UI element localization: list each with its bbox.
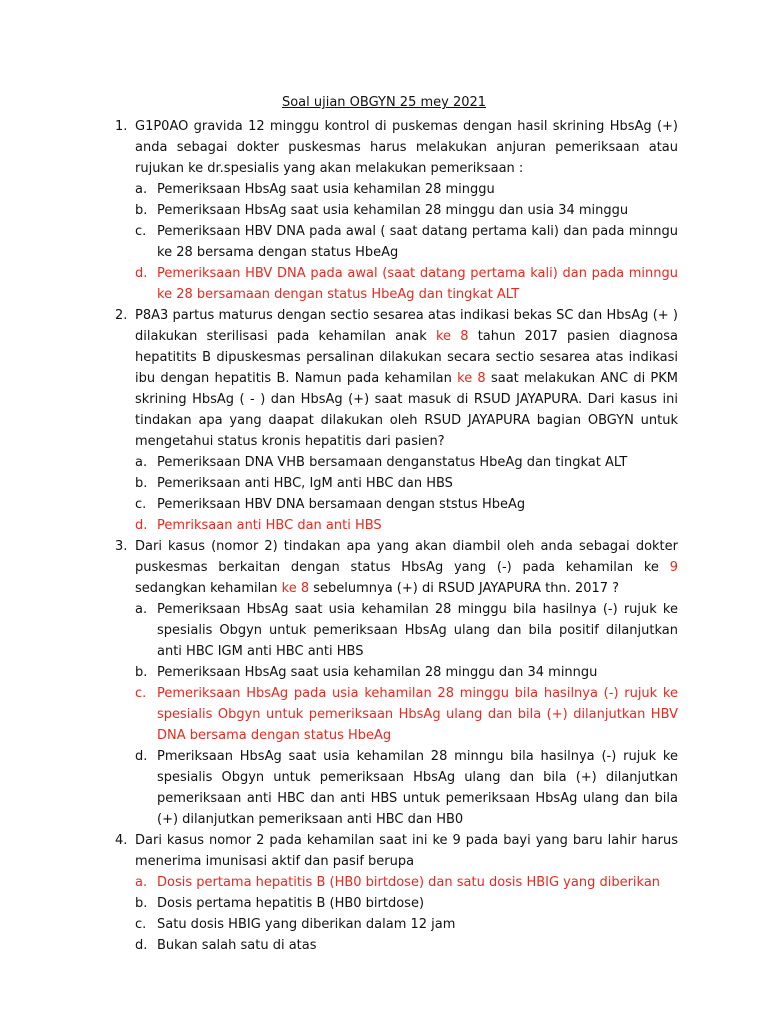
option-4a-answer: a. Dosis pertama hepatitis B (HB0 birtdose) dan satu dosis HBIG yang diberikan xyxy=(135,875,661,890)
page-title: Soal ujian OBGYN 25 mey 2021 xyxy=(281,95,487,110)
question-4 xyxy=(115,830,678,956)
question-1 xyxy=(115,116,678,305)
highlight-text: ke 8 xyxy=(457,371,486,386)
option-1c: c. Pemeriksaan HBV DNA pada awal ( saat datang pertama kali) dan pada minngu ke 28 bersama dengan status HbeAg xyxy=(135,224,678,260)
question-number: 2. xyxy=(115,308,128,323)
option-2c: c. Pemeriksaan HBV DNA bersamaan dengan ststus HbeAg xyxy=(135,497,526,512)
option-list xyxy=(135,179,678,305)
question-number: 3. xyxy=(115,539,128,554)
option-4c: c. Satu dosis HBIG yang diberikan dalam 12 jam xyxy=(135,917,456,932)
option-1b: b. Pemeriksaan HbsAg saat usia kehamilan 28 minggu dan usia 34 minggu xyxy=(135,203,629,218)
question-2 xyxy=(115,305,678,536)
question-list xyxy=(115,116,678,956)
option-4d: d. Bukan salah satu di atas xyxy=(135,938,317,953)
question-3 xyxy=(115,536,678,830)
option-1a: a. Pemeriksaan HbsAg saat usia kehamilan 28 minggu xyxy=(135,182,495,197)
question-text: P8A3 partus maturus dengan sectio sesarea atas indikasi bekas SC dan HbsAg (+ ) dilakukan sterilisasi pada kehamilan anak ke 8 tahun 2017 pasien diagnosa hepatitits B dipuskesmas persalinan dilakukan secara sectio sesarea atas indikasi ibu dengan hepatitis B. Namun pada kehamilan ke 8 saat melakukan ANC di PKM skrining HbsAg ( - ) dan HbsAg (+) saat masuk di RSUD JAYAPURA. Dari kasus ini tindakan apa yang daapat dilakukan oleh RSUD JAYAPURA bagian OBGYN untuk mengetahui status kronis hepatitis dari pasien? xyxy=(135,308,679,449)
option-list xyxy=(135,452,678,536)
option-3a: a. Pemeriksaan HbsAg saat usia kehamilan 28 minggu bila hasilnya (-) rujuk ke spesialis Obgyn untuk pemeriksaan HbsAg ulang dan bila positif dilanjutkan anti HBC IGM anti HBC anti HBS xyxy=(135,602,678,659)
option-2d-answer: d. Pemriksaan anti HBC dan anti HBS xyxy=(135,518,382,533)
question-text: G1P0AO gravida 12 minggu kontrol di puskemas dengan hasil skrining HbsAg (+) anda sebagai dokter puskesmas harus melakukan anjuran pemeriksaan atau rujukan ke dr.spesialis yang akan melakukan pemeriksaan : xyxy=(135,119,678,176)
question-text: Dari kasus (nomor 2) tindakan apa yang akan diambil oleh anda sebagai dokter puskesmas berkaitan dengan status HbsAg yang (-) pada kehamilan ke 9 sedangkan kehamilan ke 8 sebelumnya (+) di RSUD JAYAPURA thn. 2017 ? xyxy=(135,539,678,596)
highlight-text: ke 8 xyxy=(435,329,469,344)
question-text: Dari kasus nomor 2 pada kehamilan saat ini ke 9 pada bayi yang baru lahir harus menerima imunisasi aktif dan pasif berupa xyxy=(135,833,678,869)
option-3b: b. Pemeriksaan HbsAg saat usia kehamilan 28 minggu dan 34 minngu xyxy=(135,665,598,680)
option-list xyxy=(135,599,678,830)
option-3d: d. Pmeriksaan HbsAg saat usia kehamilan 28 minngu bila hasilnya (-) rujuk ke spesialis Obgyn untuk pemeriksaan HbsAg ulang dan bila (+) dilanjutkan pemeriksaan anti HBC dan anti HBS untuk pemeriksaan HbsAg ulang dan bila (+) dilanjutkan pemeriksaan anti HBC dan HB0 xyxy=(135,749,678,827)
option-2b: b. Pemeriksaan anti HBC, IgM anti HBC dan HBS xyxy=(135,476,453,491)
option-1d-answer: d. Pemeriksaan HBV DNA pada awal (saat datang pertama kali) dan pada minngu ke 28 bersamaan dengan status HbeAg dan tingkat ALT xyxy=(135,266,678,302)
option-4b: b. Dosis pertama hepatitis B (HB0 birtdose) xyxy=(135,896,425,911)
question-number: 4. xyxy=(115,833,128,848)
option-2a: a. Pemeriksaan DNA VHB bersamaan denganstatus HbeAg dan tingkat ALT xyxy=(135,455,628,470)
question-number: 1. xyxy=(115,119,128,134)
highlight-text: ke 8 xyxy=(281,581,310,596)
option-list xyxy=(135,872,678,956)
option-3c-answer: c. Pemeriksaan HbsAg pada usia kehamilan 28 minggu bila hasilnya (-) rujuk ke spesialis Obgyn untuk pemeriksaan HbsAg ulang dan bila (+) dilanjutkan HBV DNA bersama dengan status HbeAg xyxy=(135,686,678,743)
highlight-text: 9 xyxy=(669,560,678,575)
